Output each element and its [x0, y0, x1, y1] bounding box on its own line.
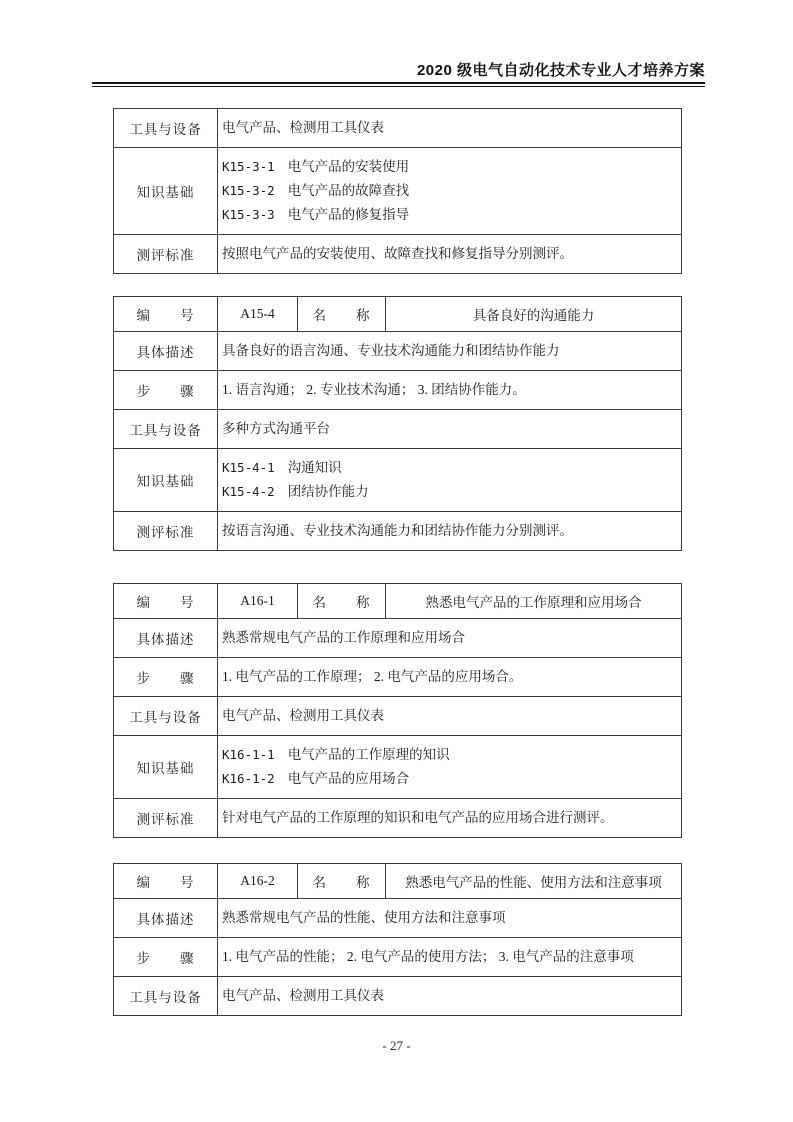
id-value-cell: A15-4: [218, 297, 298, 332]
knowledge-code: K16-1-1: [222, 747, 275, 762]
row-label-cell: 测评标准: [114, 799, 218, 838]
knowledge-code: K15-4-1: [222, 460, 275, 475]
row-content-cell: [218, 736, 682, 799]
knowledge-code: K15-3-3: [222, 207, 275, 222]
table-row: [114, 977, 682, 1016]
row-content-cell: [218, 619, 682, 658]
name-value-cell: 熟悉电气产品的工作原理和应用场合: [386, 584, 682, 619]
row-label-cell: 知识基础: [114, 449, 218, 512]
table-row: [114, 332, 682, 371]
row-label-cell: 步 骤: [114, 371, 218, 410]
content-line: [222, 984, 677, 1008]
content-line: [222, 179, 677, 203]
name-value-cell: 具备良好的沟通能力: [386, 297, 682, 332]
line-text: 熟悉常规电气产品的工作原理和应用场合: [222, 630, 465, 645]
id-value-cell: A16-1: [218, 584, 298, 619]
line-text: 按照电气产品的安装使用、故障查找和修复指导分别测评。: [222, 246, 573, 261]
content-line: [222, 155, 677, 179]
competency-table: [113, 108, 682, 274]
line-text: 电气产品的工作原理的知识: [287, 747, 450, 762]
row-label-cell: 知识基础: [114, 736, 218, 799]
table-row: [114, 512, 682, 551]
line-text: 电气产品的安装使用: [287, 159, 410, 174]
table-header-row: [114, 297, 682, 332]
table-row: [114, 109, 682, 148]
content-line: [222, 242, 677, 266]
content-line: [222, 945, 677, 969]
row-content-cell: [218, 109, 682, 148]
content-line: [222, 203, 677, 227]
row-content-cell: [218, 512, 682, 551]
knowledge-code: K15-3-1: [222, 159, 275, 174]
competency-table: [113, 863, 682, 1016]
row-label-cell: 步 骤: [114, 658, 218, 697]
competency-table: [113, 296, 682, 551]
content-line: [222, 339, 677, 363]
row-label-cell: 工具与设备: [114, 977, 218, 1016]
content-line: [222, 767, 677, 791]
table-row: [114, 235, 682, 274]
table-row: [114, 619, 682, 658]
name-label-cell: 名 称: [298, 864, 386, 899]
table-row: [114, 736, 682, 799]
line-text: 沟通知识: [287, 460, 342, 475]
table-row: [114, 148, 682, 235]
line-text: 电气产品、检测用工具仪表: [222, 988, 384, 1003]
id-value-cell: A16-2: [218, 864, 298, 899]
id-label-cell: 编 号: [114, 864, 218, 899]
content-line: [222, 704, 677, 728]
row-content-cell: [218, 410, 682, 449]
table-row: [114, 658, 682, 697]
line-text: 1. 电气产品的工作原理； 2. 电气产品的应用场合。: [222, 669, 523, 684]
row-label-cell: 工具与设备: [114, 697, 218, 736]
row-content-cell: [218, 977, 682, 1016]
row-label-cell: 知识基础: [114, 148, 218, 235]
table-row: [114, 697, 682, 736]
row-label-cell: 步 骤: [114, 938, 218, 977]
table-row: [114, 799, 682, 838]
content-line: [222, 806, 677, 830]
row-content-cell: [218, 332, 682, 371]
row-content-cell: [218, 658, 682, 697]
row-content-cell: [218, 235, 682, 274]
table-row: [114, 938, 682, 977]
line-text: 按语言沟通、专业技术沟通能力和团结协作能力分别测评。: [222, 523, 573, 538]
line-text: 熟悉常规电气产品的性能、使用方法和注意事项: [222, 910, 506, 925]
content-line: [222, 906, 677, 930]
content-line: [222, 665, 677, 689]
page-number: - 27 -: [382, 1038, 411, 1053]
table-row: [114, 899, 682, 938]
content-line: [222, 116, 677, 140]
row-content-cell: [218, 697, 682, 736]
line-text: 电气产品、检测用工具仪表: [222, 120, 384, 135]
row-content-cell: [218, 148, 682, 235]
competency-table: [113, 583, 682, 838]
line-text: 电气产品的修复指导: [287, 207, 410, 222]
line-text: 针对电气产品的工作原理的知识和电气产品的应用场合进行测评。: [222, 810, 614, 825]
name-label-cell: 名 称: [298, 584, 386, 619]
content-line: [222, 456, 677, 480]
page-footer: [0, 1038, 793, 1054]
row-content-cell: [218, 938, 682, 977]
line-text: 电气产品的应用场合: [287, 771, 410, 786]
knowledge-code: K16-1-2: [222, 771, 275, 786]
row-label-cell: 具体描述: [114, 332, 218, 371]
line-text: 具备良好的语言沟通、专业技术沟通能力和团结协作能力: [222, 343, 560, 358]
row-label-cell: 具体描述: [114, 899, 218, 938]
row-label-cell: 工具与设备: [114, 109, 218, 148]
table-row: [114, 371, 682, 410]
row-content-cell: [218, 899, 682, 938]
line-text: 电气产品、检测用工具仪表: [222, 708, 384, 723]
row-label-cell: 测评标准: [114, 512, 218, 551]
id-label-cell: 编 号: [114, 297, 218, 332]
id-label-cell: 编 号: [114, 584, 218, 619]
document-title: 2020 级电气自动化技术专业人才培养方案: [416, 62, 705, 79]
row-label-cell: 测评标准: [114, 235, 218, 274]
content-line: [222, 378, 677, 402]
knowledge-code: K15-3-2: [222, 183, 275, 198]
table-row: [114, 410, 682, 449]
table-header-row: [114, 584, 682, 619]
table-header-row: [114, 864, 682, 899]
name-label-cell: 名 称: [298, 297, 386, 332]
row-content-cell: [218, 449, 682, 512]
content-line: [222, 480, 677, 504]
content-line: [222, 417, 677, 441]
line-text: 1. 电气产品的性能； 2. 电气产品的使用方法； 3. 电气产品的注意事项: [222, 949, 634, 964]
line-text: 团结协作能力: [287, 484, 369, 499]
content-line: [222, 743, 677, 767]
page-header: [92, 59, 705, 80]
line-text: 多种方式沟通平台: [222, 421, 330, 436]
knowledge-code: K15-4-2: [222, 484, 275, 499]
name-value-cell: 熟悉电气产品的性能、使用方法和注意事项: [386, 864, 682, 899]
row-label-cell: 工具与设备: [114, 410, 218, 449]
line-text: 电气产品的故障查找: [287, 183, 410, 198]
content-line: [222, 626, 677, 650]
row-content-cell: [218, 371, 682, 410]
header-rule: [92, 82, 705, 87]
row-content-cell: [218, 799, 682, 838]
table-row: [114, 449, 682, 512]
content-line: [222, 519, 677, 543]
row-label-cell: 具体描述: [114, 619, 218, 658]
line-text: 1. 语言沟通； 2. 专业技术沟通； 3. 团结协作能力。: [222, 382, 526, 397]
